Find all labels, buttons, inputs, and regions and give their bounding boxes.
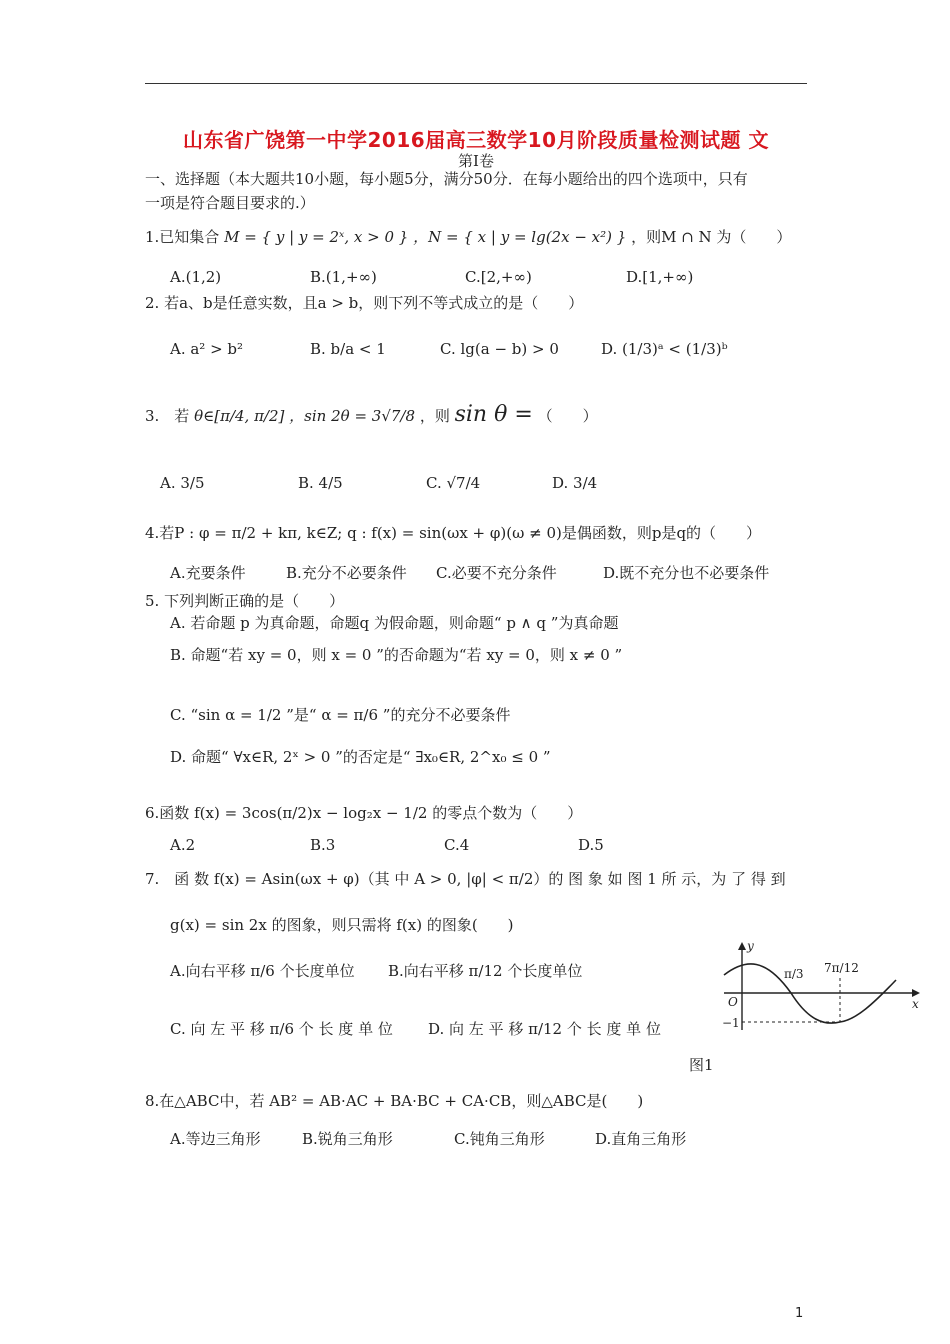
y-axis-label: y [747,939,754,953]
q1-option-d: D.[1,+∞) [626,268,694,286]
q1-option-b: B.(1,+∞) [310,268,377,286]
q3-intro: 3. 若 [145,407,190,425]
question-4-stem: 4.若P : φ = π/2 + kπ, k∈Z; q : f(x) = sin(ωx + φ)(ω ≠ 0)是偶函数，则p是q的（ ） [145,524,762,542]
origin-label: O [728,995,738,1009]
min-value-label: −1 [722,1016,740,1030]
section-heading-line1: 一、选择题（本大题共10小题，每小题5分，满分50分．在每小题给出的四个选项中，只有 [145,170,748,188]
q6-option-a: A.2 [170,836,196,854]
q3-condition: θ∈[π/4, π/2] [194,407,285,425]
tick-label-1: π/3 [784,967,804,981]
q3-option-a: A. 3/5 [160,474,205,492]
q3-option-c: C. √7/4 [426,474,481,492]
q6-option-b: B.3 [310,836,336,854]
q6-option-c: C.4 [444,836,470,854]
q3-then: ，则 [419,407,450,425]
y-axis-arrow [738,942,746,950]
q2-option-c: C. lg(a − b) > 0 [440,340,559,358]
q1-set-m: M = { y | y = 2ˣ, x > 0 } [224,228,409,246]
q1-set-n: ，N = { x | y = lg(2x − x²) } [413,228,627,246]
q7-option-c: C. 向 左 平 移 π/6 个 长 度 单 位 [170,1020,393,1038]
question-5-stem: 5. 下列判断正确的是（ ） [145,592,345,610]
q3-ask: sin θ = [454,402,533,427]
q1-option-a: A.(1,2) [170,268,222,286]
tick-label-2: 7π/12 [824,961,859,975]
figure-1-graph [716,938,924,1034]
q3-option-b: B. 4/5 [298,474,343,492]
question-3-stem [145,404,807,427]
q3-option-d: D. 3/4 [552,474,598,492]
q6-option-d: D.5 [578,836,604,854]
q3-paren: （ ） [537,407,598,425]
q5-statement-c: C. “sin α = 1/2 ”是“ α = π/6 ”的充分不必要条件 [170,706,511,724]
q8-option-b: B.锐角三角形 [302,1130,393,1148]
q7-option-a: A.向右平移 π/6 个长度单位 [170,962,355,980]
q3-given: ，sin 2θ = 3√7/8 [289,407,416,425]
question-8-stem: 8.在△ABC中，若 AB² = AB·AC + BA·BC + CA·CB，则△ABC是( ) [145,1092,644,1110]
figure-1-caption: 图1 [689,1056,714,1074]
q2-option-b: B. b/a < 1 [310,340,386,358]
document-title: 山东省广饶第一中学2016届高三数学10月阶段质量检测试题 文 [183,128,769,152]
q7-option-d: D. 向 左 平 移 π/12 个 长 度 单 位 [428,1020,661,1038]
q4-option-b: B.充分不必要条件 [286,564,407,582]
q8-option-c: C.钝角三角形 [454,1130,545,1148]
question-7-line1: 7. 函 数 f(x) = Asin(ωx + φ)（其 中 A > 0, |φ| < π/2）的 图 象 如 图 1 所 示，为 了 得 到 [145,870,786,888]
x-axis-label: x [912,997,919,1011]
x-axis-arrow [912,989,920,997]
q5-statement-a: A. 若命题 p 为真命题，命题q 为假命题，则命题“ p ∧ q ”为真命题 [170,614,619,632]
header-rule [145,83,807,84]
q8-option-a: A.等边三角形 [170,1130,261,1148]
question-7-line2: g(x) = sin 2x 的图象，则只需将 f(x) 的图象( ) [170,916,514,934]
page-number: 1 [795,1306,804,1321]
question-1-stem [145,226,807,248]
question-6-stem: 6.函数 f(x) = 3cos(π/2)x − log₂x − 1/2 的零点个数为（ ） [145,804,583,822]
q2-option-d: D. (1/3)ᵃ < (1/3)ᵇ [601,340,728,358]
q1-intro: 1.已知集合 [145,228,220,246]
q1-option-c: C.[2,+∞) [465,268,532,286]
q7-option-b: B.向右平移 π/12 个长度单位 [388,962,583,980]
q1-tail: ，则M ∩ N 为（ ） [631,228,792,246]
section-heading-line2: 一项是符合题目要求的.） [145,194,315,212]
question-2-stem: 2. 若a、b是任意实数，且a > b，则下列不等式成立的是（ ） [145,294,584,312]
q8-option-d: D.直角三角形 [595,1130,687,1148]
q4-option-a: A.充要条件 [170,564,246,582]
q4-option-c: C.必要不充分条件 [436,564,557,582]
volume-subtitle: 第Ⅰ卷 [458,152,494,170]
q4-option-d: D.既不充分也不必要条件 [603,564,770,582]
q5-statement-d: D. 命题“ ∀x∈R, 2ˣ > 0 ”的否定是“ ∃x₀∈R, 2^x₀ ≤ 0 ” [170,748,551,766]
q2-option-a: A. a² > b² [170,340,244,358]
q5-statement-b: B. 命题“若 xy = 0，则 x = 0 ”的否命题为“若 xy = 0，则 x ≠ 0 ” [170,646,623,664]
